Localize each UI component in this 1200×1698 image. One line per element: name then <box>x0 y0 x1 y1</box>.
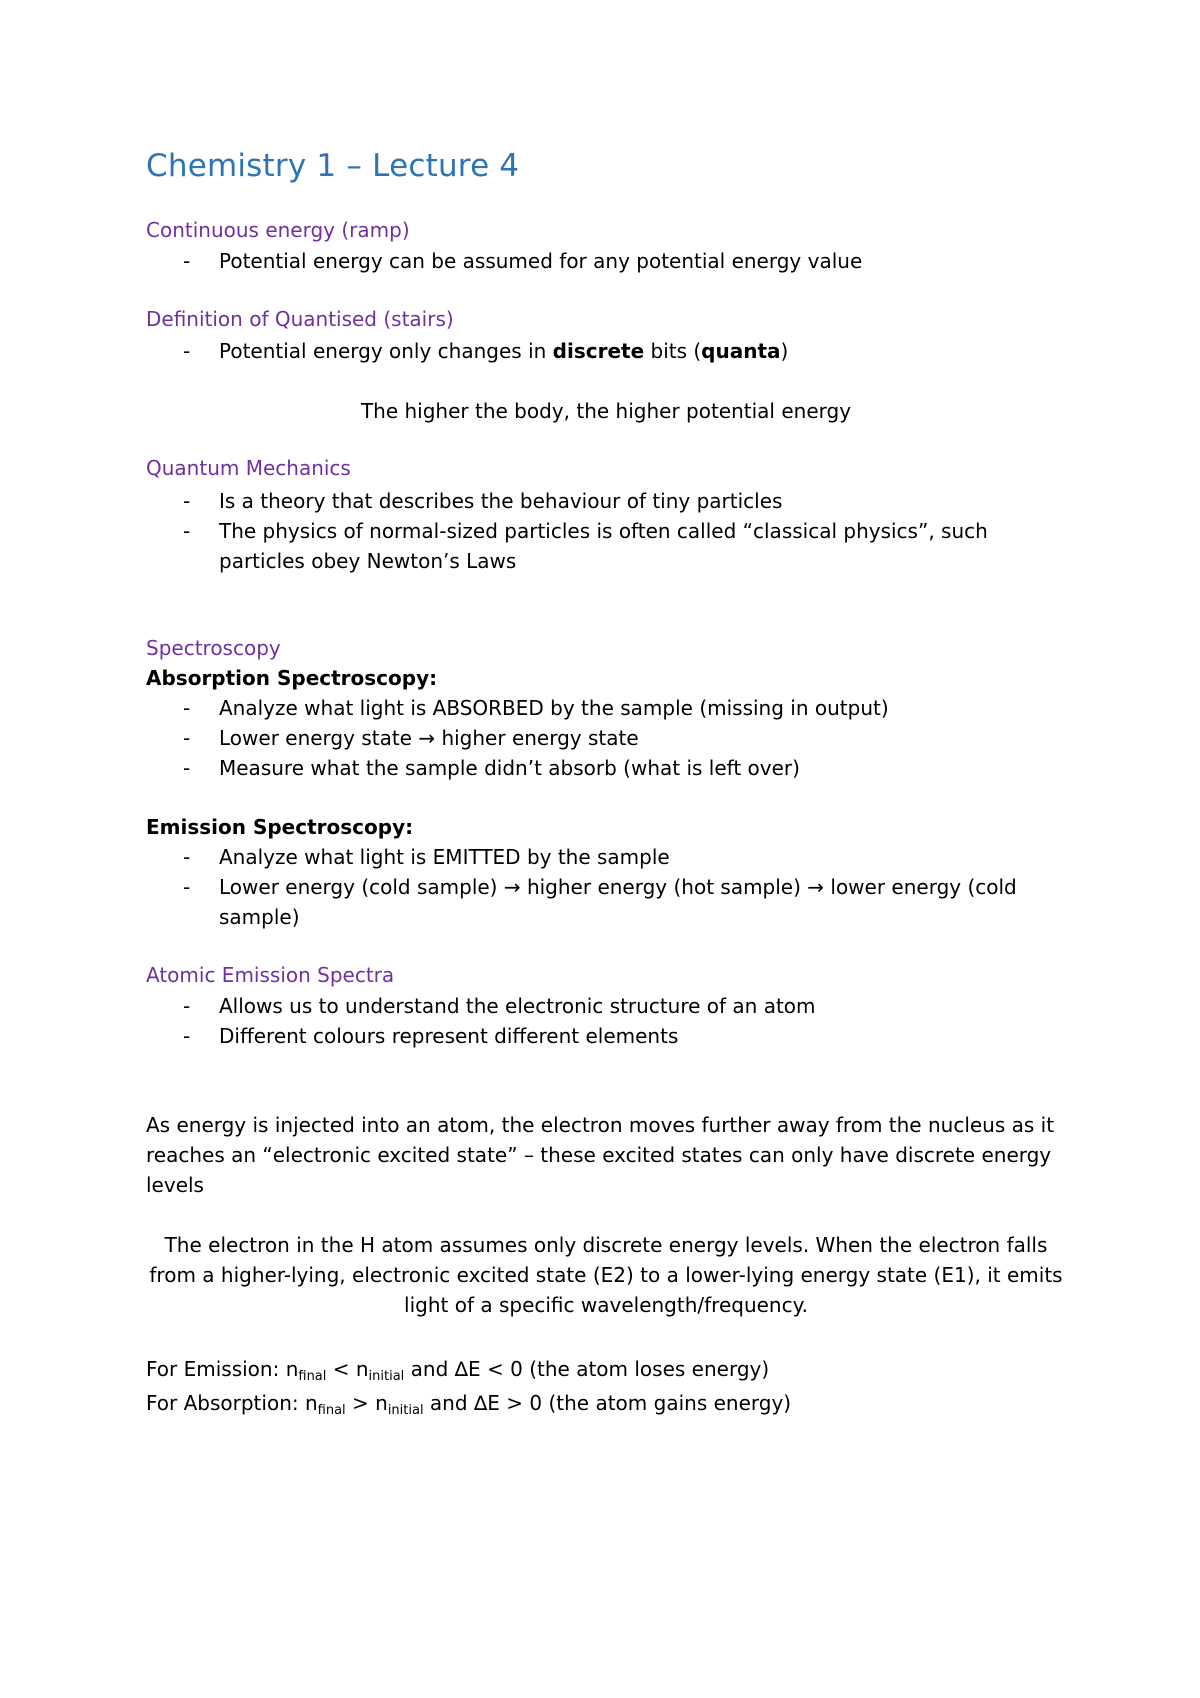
subscript-final: final <box>317 1403 346 1418</box>
bullet-text: Potential energy can be assumed for any potential energy value <box>219 249 863 273</box>
subscript-initial: initial <box>368 1369 405 1384</box>
bullet-dash: - <box>183 249 191 273</box>
bullet-text-part: ) <box>780 339 789 363</box>
bullet-text-part: Potential energy only changes in <box>219 339 553 363</box>
bullet-text: Analyze what light is ABSORBED by the sample (missing in output) <box>219 696 889 720</box>
bullet-dash: - <box>183 875 191 899</box>
bullet-text: Is a theory that describes the behaviour of tiny particles <box>219 489 783 513</box>
subheading-absorption: Absorption Spectroscopy: <box>146 666 438 690</box>
bold-term-quanta: quanta <box>701 339 781 363</box>
bullet-dash: - <box>183 726 191 750</box>
text-part: and ∆E < 0 (the atom loses energy) <box>404 1357 770 1381</box>
text-part: and ∆E > 0 (the atom gains energy) <box>423 1391 792 1415</box>
absorption-condition-line <box>146 1388 791 1426</box>
text-part: < n <box>326 1357 369 1381</box>
bold-term-discrete: discrete <box>552 339 645 363</box>
emission-condition-line <box>146 1354 769 1392</box>
bullet-dash: - <box>183 1024 191 1048</box>
heading-continuous-energy: Continuous energy (ramp) <box>146 218 410 242</box>
text-part: For Absorption: n <box>146 1391 318 1415</box>
bullet-dash: - <box>183 845 191 869</box>
bullet-text: Allows us to understand the electronic structure of an atom <box>219 994 816 1018</box>
bullet-dash: - <box>183 994 191 1018</box>
bullet-dash: - <box>183 489 191 513</box>
bullet-text: Measure what the sample didn’t absorb (what is left over) <box>219 756 800 780</box>
text-part: For Emission: n <box>146 1357 299 1381</box>
bullet-dash: - <box>183 696 191 720</box>
bullet-text: Lower energy state → higher energy state <box>219 726 639 750</box>
bullet-dash: - <box>183 339 191 363</box>
subscript-final: final <box>298 1369 327 1384</box>
page-title: Chemistry 1 – Lecture 4 <box>146 148 520 184</box>
centered-statement: The higher the body, the higher potential energy <box>360 399 852 423</box>
bullet-text: Different colours represent different elements <box>219 1024 679 1048</box>
heading-atomic-emission-spectra: Atomic Emission Spectra <box>146 963 395 987</box>
bullet-text: Analyze what light is EMITTED by the sample <box>219 845 670 869</box>
heading-quantum-mechanics: Quantum Mechanics <box>146 456 351 480</box>
subheading-emission: Emission Spectroscopy: <box>146 815 414 839</box>
paragraph-discrete-levels: The electron in the H atom assumes only discrete energy levels. When the electron falls from a higher-lying, electronic excited state (E2) to a lower-lying energy state (E1), it emits light of a specific wavelength/frequency. <box>149 1233 1063 1317</box>
text-part: > n <box>345 1391 388 1415</box>
bullet-dash: - <box>183 519 191 543</box>
heading-quantised: Definition of Quantised (stairs) <box>146 307 454 331</box>
subscript-initial: initial <box>387 1403 424 1418</box>
bullet-text: Lower energy (cold sample) → higher energy (hot sample) → lower energy (cold sample) <box>219 875 1017 929</box>
paragraph-excited-state: As energy is injected into an atom, the electron moves further away from the nucleus as it reaches an “electronic excited state” – these excited states can only have discrete energy levels <box>146 1113 1055 1197</box>
bullet-text <box>219 336 1059 366</box>
bullet-text: The physics of normal-sized particles is often called “classical physics”, such particles obey Newton’s Laws <box>219 519 988 573</box>
bullet-text-part: bits ( <box>644 339 702 363</box>
bullet-dash: - <box>183 756 191 780</box>
heading-spectroscopy: Spectroscopy <box>146 636 281 660</box>
